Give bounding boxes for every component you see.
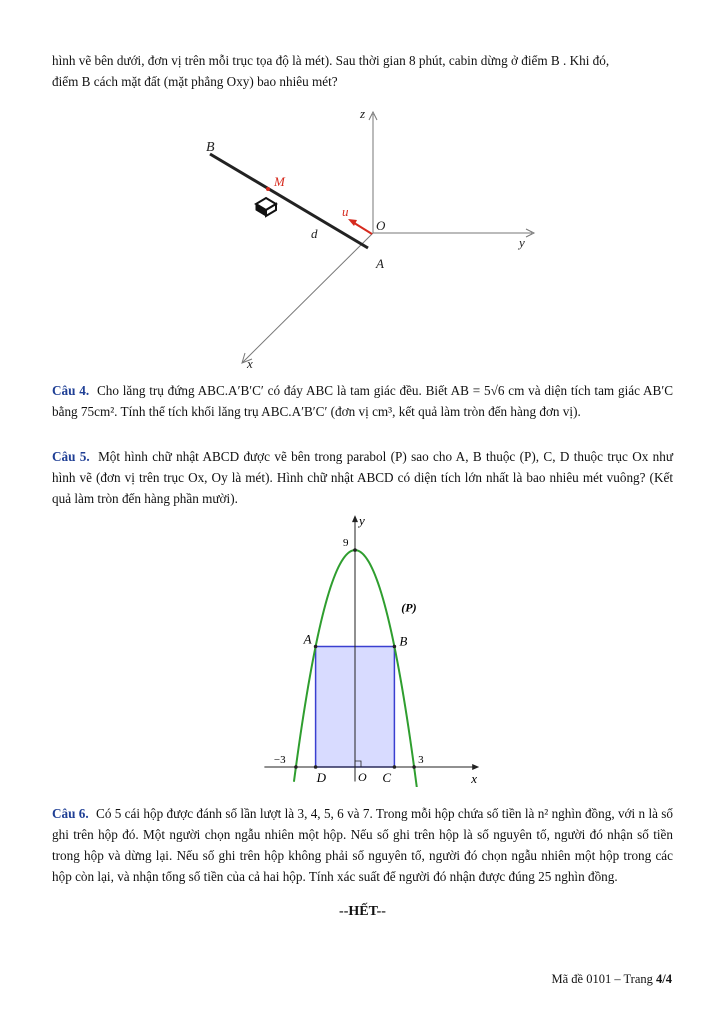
point-M bbox=[266, 187, 270, 191]
figure-cable-car bbox=[190, 100, 540, 375]
tick-label-x-right: 3 bbox=[418, 754, 424, 766]
question-4-text: Cho lăng trụ đứng ABC.A′B′C′ có đáy ABC là tam giác đều. Biết AB = 5√6 cm và diện tích tam giác AB′C bằng 75cm². Tính thể tích khối lăng trụ ABC.A′B′C′ (đơn vị cm³, kết quả làm tròn đến hàng đơn vị). bbox=[52, 383, 674, 419]
x-axis-arrow bbox=[472, 764, 479, 770]
curve-label: (P) bbox=[401, 600, 417, 615]
label-M: M bbox=[274, 174, 285, 189]
intro-line-1: hình vẽ bên dưới, đơn vị trên mỗi trục tọa độ là mét). Sau thời gian 8 phút, cabin dừng ở điểm B . Khi đó, bbox=[52, 53, 610, 68]
question-4-label: Câu 4. bbox=[52, 383, 90, 398]
intro-line-2: điểm B cách mặt đất (mặt phẳng Oxy) bao nhiêu mét? bbox=[52, 74, 338, 89]
point-label-B: B bbox=[399, 633, 408, 649]
point-A bbox=[314, 645, 318, 649]
footer-code: Mã đề 0101 – Trang bbox=[551, 972, 657, 986]
end-marker: --HẾT-- bbox=[339, 904, 386, 919]
point-B bbox=[393, 645, 397, 649]
question-5-label: Câu 5. bbox=[52, 449, 90, 464]
tick-label-y-max: 9 bbox=[343, 537, 349, 550]
question-5-text: Một hình chữ nhật ABCD được vẽ bên trong parabol (P) sao cho A, B thuộc (P), C, D thuộc trục Ox như hình vẽ (đơn vị trên trục Ox, Oy là mét). Hình chữ nhật ABCD có diện tích lớn nhất là bao nhiêu mét vuông? (Kết quả làm tròn đến hàng phần mười). bbox=[52, 449, 674, 506]
x-axis bbox=[243, 233, 373, 362]
x-axis-label: x bbox=[471, 771, 477, 786]
parabola-chart bbox=[250, 512, 490, 787]
label-z: z bbox=[360, 106, 366, 121]
origin-label: O bbox=[358, 770, 367, 784]
tick-label-x-left: −3 bbox=[273, 754, 286, 766]
question-5 bbox=[52, 446, 673, 509]
label-y: y bbox=[519, 235, 525, 250]
question-6 bbox=[52, 803, 673, 887]
point-label-C: C bbox=[382, 770, 392, 785]
point-C bbox=[393, 765, 397, 769]
point-label-A: A bbox=[303, 631, 312, 647]
footer-page: 4/4 bbox=[656, 972, 672, 986]
page-footer bbox=[551, 972, 672, 987]
point-label-D: D bbox=[316, 770, 326, 785]
label-O: O bbox=[376, 218, 386, 233]
question-6-text: Có 5 cái hộp được đánh số lần lượt là 3, 4, 5, 6 và 7. Trong mỗi hộp chứa số tiền là n² nghìn đồng, với n là số ghi trên hộp đó. Một người chọn ngẫu nhiên một hộp. Nếu số ghi trên hộp là số nguyên tố, người đó nhận số tiền trong hộp và dừng lại. Nếu số ghi trên hộp không phải số nguyên tố, người đó chọn ngẫu nhiên một hộp trong các hộp còn lại, và nhận tổng số tiền của cả hai hộp. Tính xác suất để người đó nhận được đúng 25 nghìn đồng. bbox=[52, 806, 674, 884]
point-x-right bbox=[412, 765, 416, 769]
label-d: d bbox=[311, 226, 318, 241]
label-u: u⃗ bbox=[342, 204, 359, 219]
label-B: B bbox=[206, 140, 215, 155]
question-4 bbox=[52, 380, 673, 422]
label-A: A bbox=[376, 256, 384, 271]
point-D bbox=[314, 765, 318, 769]
point-y-max bbox=[353, 548, 357, 552]
y-axis-label: y bbox=[359, 513, 365, 529]
point-x-left bbox=[294, 765, 298, 769]
question-6-label: Câu 6. bbox=[52, 806, 89, 821]
y-axis-arrow bbox=[352, 515, 358, 522]
cable-line-d bbox=[210, 154, 368, 248]
label-x: x bbox=[247, 356, 253, 371]
cabin-cube-icon bbox=[256, 198, 276, 216]
